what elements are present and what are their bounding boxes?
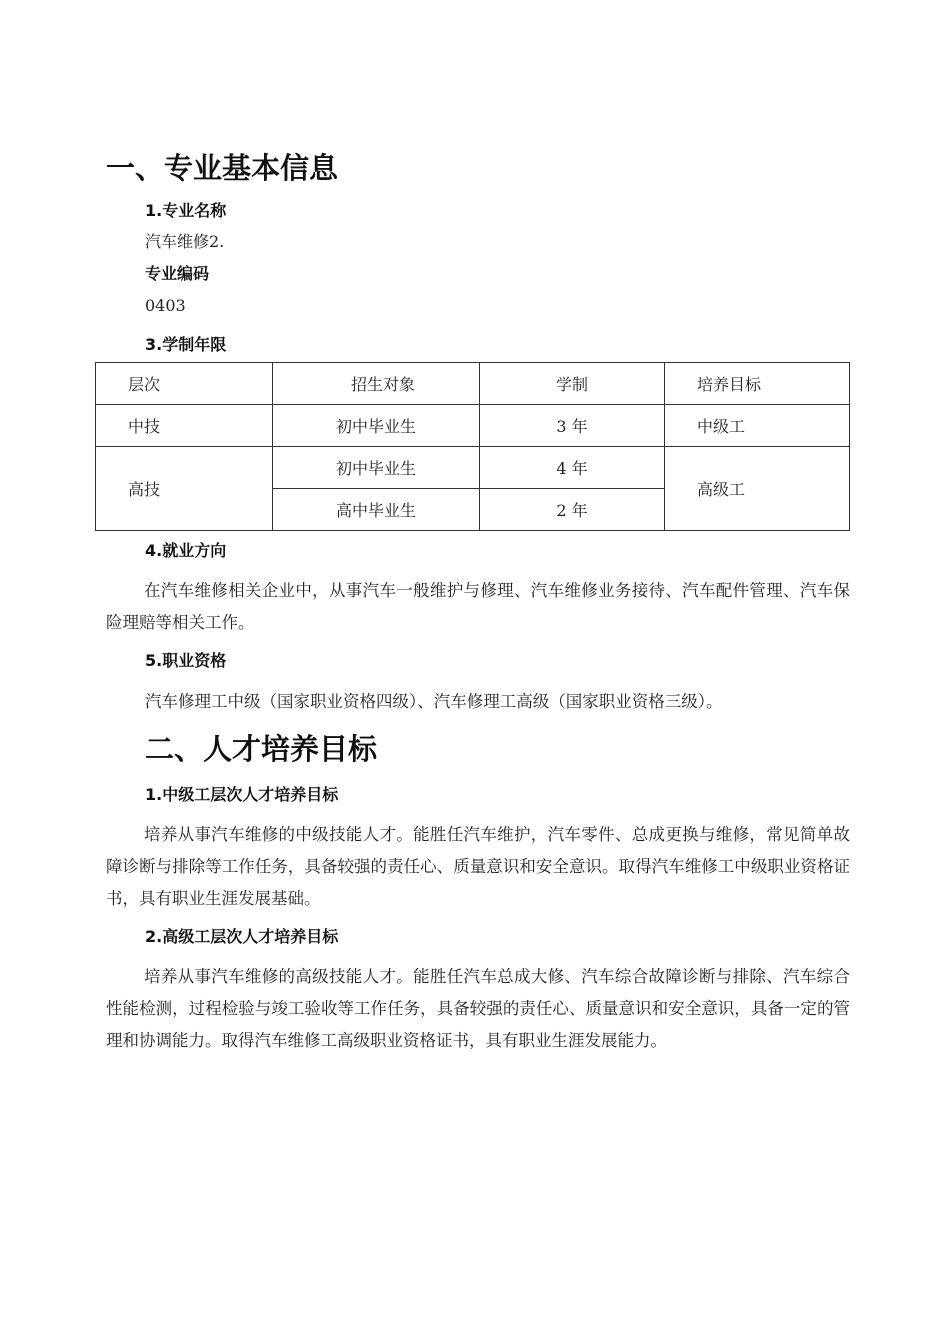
table-row bbox=[96, 447, 850, 489]
employment-heading: 4.就业方向 bbox=[145, 541, 227, 560]
duration-table bbox=[95, 362, 850, 531]
table-cell-years: 2 年 bbox=[480, 489, 665, 531]
high-level-heading: 2.高级工层次人才培养目标 bbox=[145, 927, 339, 946]
table-cell-goal: 高级工 bbox=[665, 447, 850, 531]
table-cell-target: 初中毕业生 bbox=[273, 405, 480, 447]
major-code-value: 0403 bbox=[145, 296, 186, 315]
table-row bbox=[96, 405, 850, 447]
major-name-heading: 1.专业名称 bbox=[145, 201, 227, 220]
major-name-value: 汽车维修2. bbox=[145, 232, 225, 251]
mid-level-text: 培养从事汽车维修的中级技能人才。能胜任汽车维护，汽车零件、总成更换与维修，常见简单故障诊断与排除等工作任务，具备较强的责任心、质量意识和安全意识。取得汽车维修工中级职业资格证书，具有职业生涯发展基础。 bbox=[106, 825, 850, 908]
table-cell-level: 高技 bbox=[96, 447, 273, 531]
table-header-row bbox=[96, 363, 850, 405]
table-header-cell: 层次 bbox=[96, 363, 273, 405]
employment-text: 在汽车维修相关企业中，从事汽车一般维护与修理、汽车维修业务接待、汽车配件管理、汽车保险理赔等相关工作。 bbox=[106, 581, 850, 632]
qualification-text: 汽车修理工中级（国家职业资格四级）、汽车修理工高级（国家职业资格三级）。 bbox=[145, 692, 723, 711]
table-cell-level: 中技 bbox=[96, 405, 273, 447]
table-header-cell: 招生对象 bbox=[273, 363, 480, 405]
table-header-cell: 学制 bbox=[480, 363, 665, 405]
table-cell-target: 初中毕业生 bbox=[273, 447, 480, 489]
table-cell-goal: 中级工 bbox=[665, 405, 850, 447]
mid-level-heading: 1.中级工层次人才培养目标 bbox=[145, 785, 339, 804]
major-code-heading: 专业编码 bbox=[145, 264, 210, 283]
table-cell-target: 高中毕业生 bbox=[273, 489, 480, 531]
section-2-title: 二、人才培养目标 bbox=[145, 732, 378, 766]
table-cell-years: 3 年 bbox=[480, 405, 665, 447]
table-header-cell: 培养目标 bbox=[665, 363, 850, 405]
high-level-text: 培养从事汽车维修的高级技能人才。能胜任汽车总成大修、汽车综合故障诊断与排除、汽车综合性能检测，过程检验与竣工验收等工作任务，具备较强的责任心、质量意识和安全意识，具备一定的管理和协调能力。取得汽车维修工高级职业资格证书，具有职业生涯发展能力。 bbox=[106, 967, 850, 1050]
qualification-heading: 5.职业资格 bbox=[145, 651, 227, 670]
section-1-title: 一、专业基本信息 bbox=[106, 151, 339, 185]
table-cell-years: 4 年 bbox=[480, 447, 665, 489]
duration-heading: 3.学制年限 bbox=[145, 335, 227, 354]
